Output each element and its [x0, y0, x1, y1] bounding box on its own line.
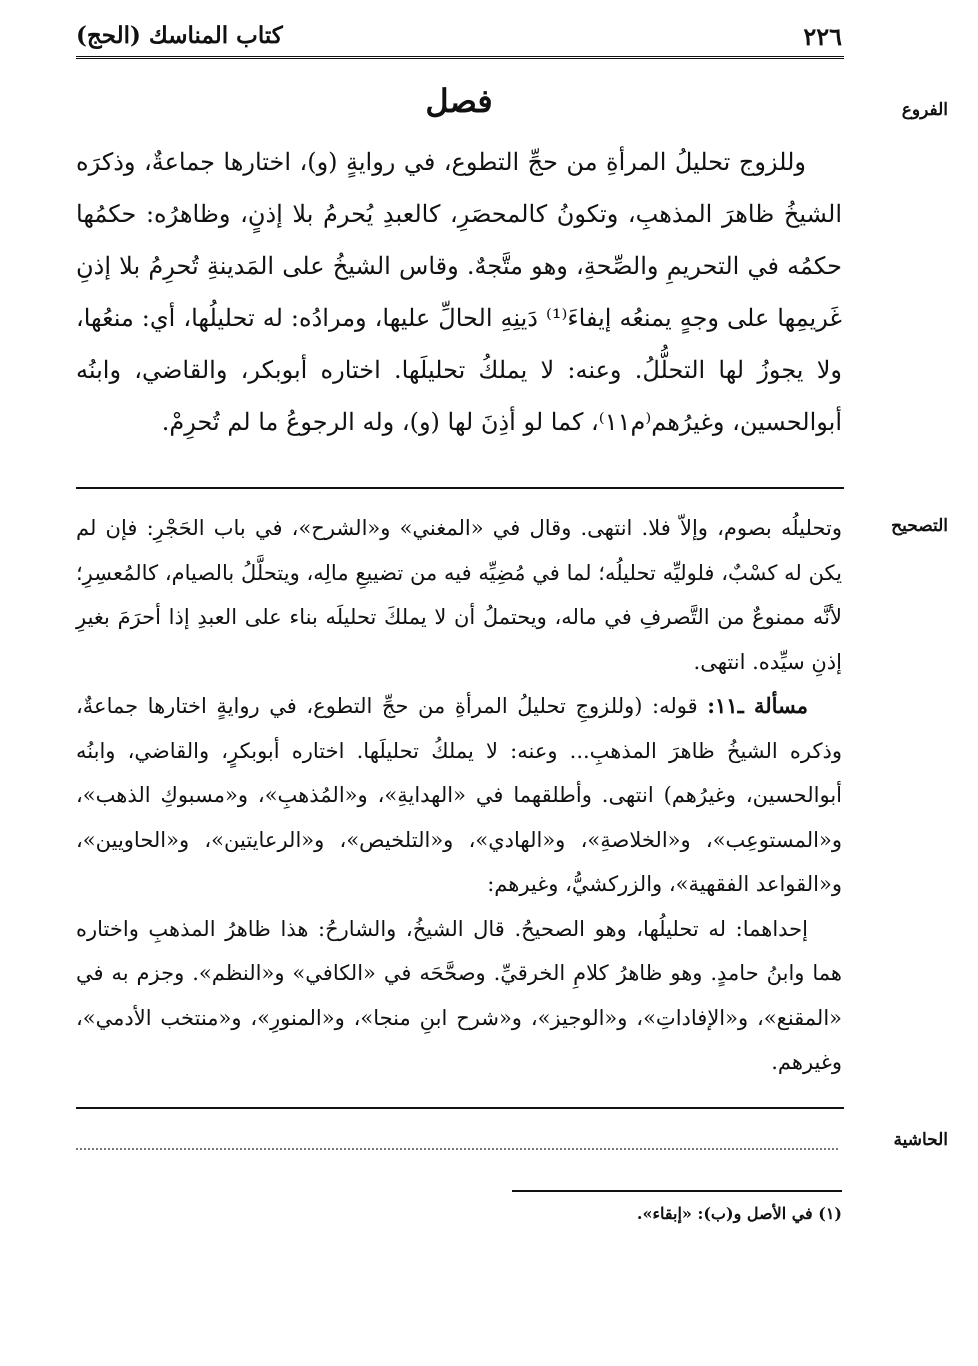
tashih-paragraph-1-text: وتحليلُه بصوم، وإلاّ فلا. انتهى. وقال في «المغني» و«الشرح»، في باب الحَجْرِ: فإن لم يكن له كسْبٌ، فلوليِّه تحليلُه؛ لما في مُضِيِّه فيه من تضييعِ مالِه، ويتحلَّلُ بالصيام، كالمُعسِرِ؛ لأنَّه ممنوعٌ من التَّصرفِ في ماله، ويحتملُ أن لا يملكَ تحليلَه بناء على العبدِ إذا أحرَمَ بغيرِ إذنِ سيِّده. انتهى. [76, 516, 842, 674]
issue-label: مسألة ـ١١: [707, 693, 808, 718]
running-title: كتاب المناسك (الحج) [76, 22, 283, 49]
page-number: ٢٢٦ [803, 22, 842, 51]
hashiya-dotted-line [76, 1148, 838, 1150]
tashih-paragraph-3-text: إحداهما: له تحليلُها، وهو الصحيحُ. قال الشيخُ، والشارحُ: هذا ظاهرُ المذهبِ واختاره هما وابنُ حامدٍ. وهو ظاهرُ كلامِ الخرقيِّ. وصحَّحَه في «الكافي» و«النظم». وجزم به في «المقنع»، و«الإفاداتِ»، و«الوجيز»، و«شرح ابنِ منجا»، و«المنورِ»، و«منتخب الأدمي»، وغيرهم. [76, 916, 842, 1074]
header-double-rule [76, 56, 844, 62]
main-paragraph: وللزوج تحليلُ المرأةِ من حجِّ التطوع، في روايةٍ (و)، اختارها جماعةٌ، وذكرَه الشيخُ ظاهرَ المذهبِ، وتكونُ كالمحصَرِ، كالعبدِ يُحرمُ بلا إذنٍ، وظاهرُه: حكمُها حكمُه في التحريمِ والصِّحةِ، وهو متَّجهٌ. وقاس الشيخُ على المَدينةِ تُحرِمُ بلا إذنِ غَريمِها على وجهٍ يمنعُه إيفاءَ⁽¹⁾ دَينِهِ الحالِّ عليها، ومرادُه: له تحليلُها، أي: منعُها، ولا يجوزُ لها التحلُّلُ. وعنه: لا يملكُ تحليلَها. اختاره أبوبكر، والقاضي، وابنُه أبوالحسين، وغيرُهم⁽م١١⁾، كما لو أذِنَ لها (و)، وله الرجوعُ ما لم تُحرِمْ. [76, 148, 842, 436]
tashih-paragraph-2 [76, 684, 842, 907]
main-text [76, 136, 842, 448]
margin-label-furu: الفروع [901, 100, 948, 120]
footnote: (١) في الأصل و(ب): «إبقاء». [636, 1204, 842, 1223]
tashih-text [76, 506, 842, 1085]
tashih-paragraph-2-text: قوله: (وللزوجِ تحليلُ المرأةِ من حجِّ التطوع، في روايةٍ اختارها جماعةٌ، وذكره الشيخُ ظاهرَ المذهبِ... وعنه: لا يملكُ تحليلَها. اختاره أبوبكرٍ، والقاضي، وابنُه أبوالحسين، وغيرُهم) انتهى. وأطلقهما في «الهدايةِ»، و«المُذهبِ»، و«مسبوكِ الذهب»، و«المستوعِب»، و«الخلاصةِ»، و«الهادي»، و«التلخيص»، و«الرعايتين»، و«الحاويين»، و«القواعد الفقهية»، والزركشيُّ، وغيرهم: [76, 694, 842, 896]
page-header [76, 22, 842, 52]
section-title: فصل [425, 82, 493, 120]
margin-label-tashih: التصحيح [891, 516, 948, 536]
tashih-paragraph-1 [76, 506, 842, 684]
divider-rule [76, 487, 844, 489]
tashih-paragraph-3 [76, 907, 842, 1085]
divider-rule [76, 1107, 844, 1109]
margin-label-hashiya: الحاشية [893, 1130, 948, 1150]
footnote-rule [512, 1190, 842, 1192]
